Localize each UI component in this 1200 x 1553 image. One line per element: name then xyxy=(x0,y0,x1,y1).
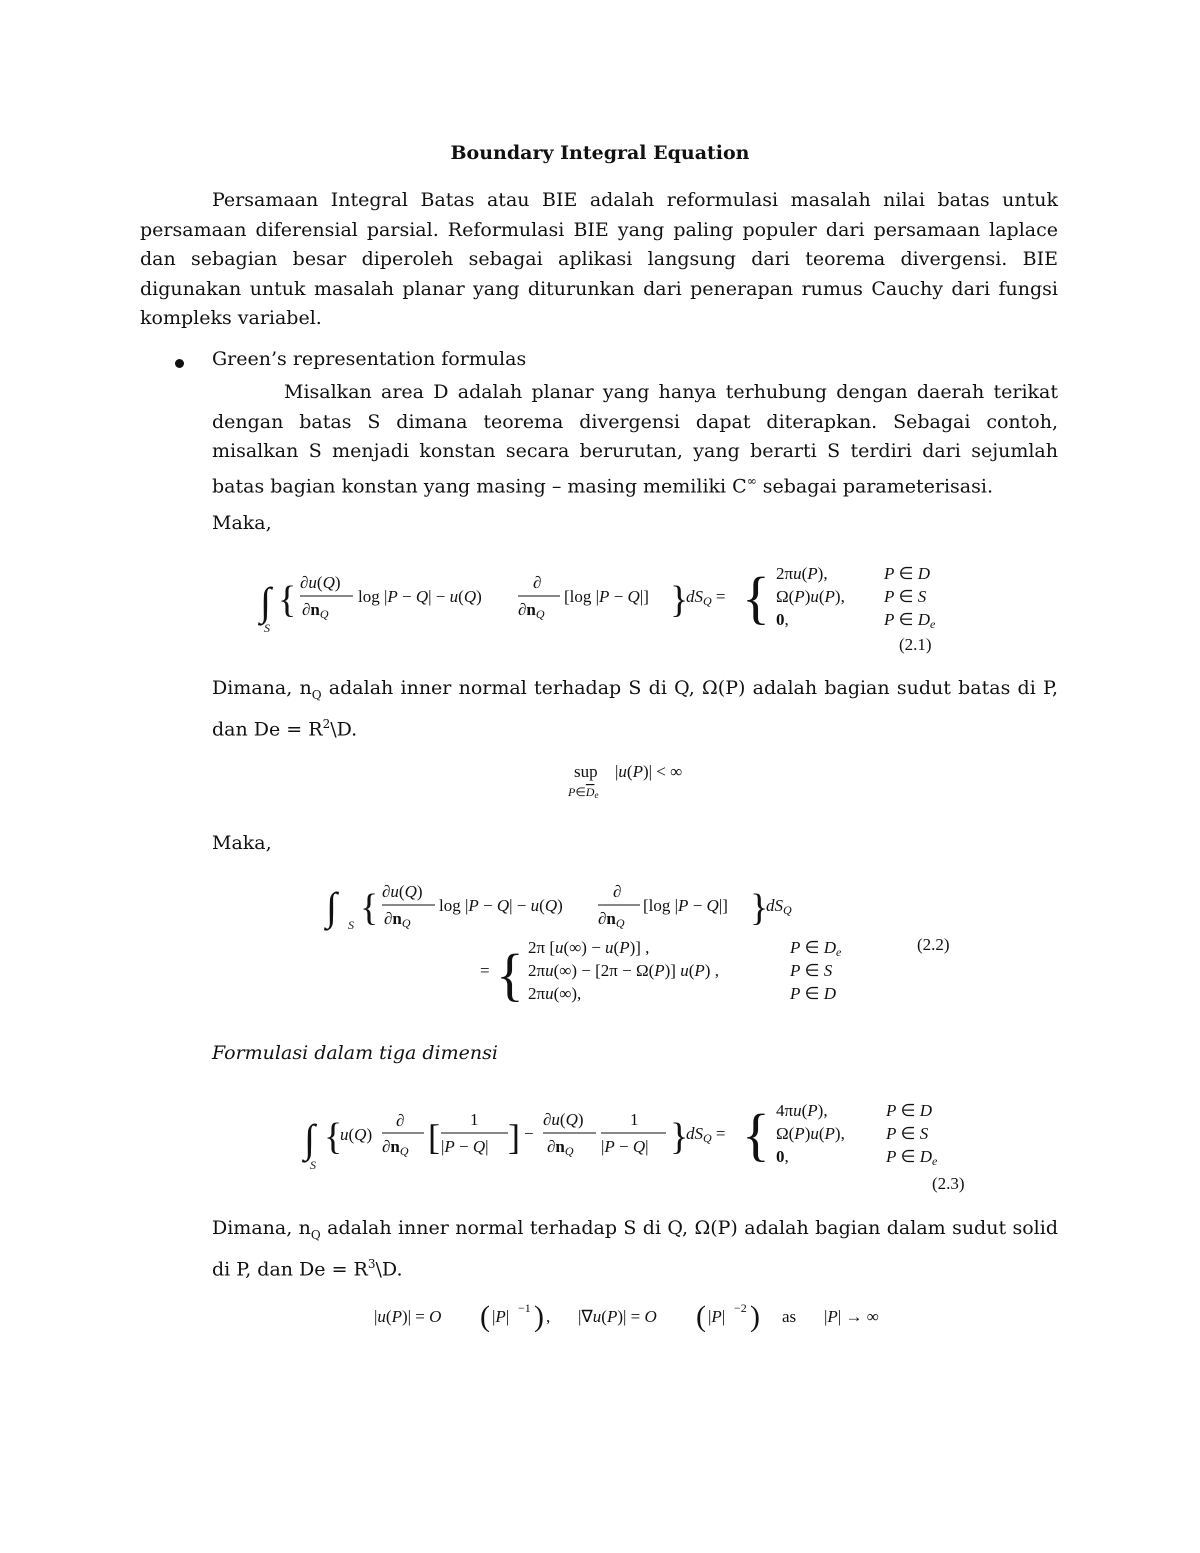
svg-text:]: ] xyxy=(508,1117,520,1157)
svg-text:u(Q): u(Q) xyxy=(340,1125,373,1144)
svg-text:∂nQ: ∂nQ xyxy=(384,909,411,930)
svg-text:∂nQ: ∂nQ xyxy=(518,600,545,621)
svg-text:dSQ =: dSQ = xyxy=(686,1124,726,1145)
svg-text:∂u(Q): ∂u(Q) xyxy=(543,1110,584,1129)
svg-text:{: { xyxy=(278,579,297,621)
svg-text:[log |P − Q|]: [log |P − Q|] xyxy=(643,896,728,915)
svg-text:∂nQ: ∂nQ xyxy=(547,1137,574,1158)
svg-text:P ∈ D: P ∈ D xyxy=(884,564,930,583)
svg-text:|P|: |P| xyxy=(492,1307,510,1326)
bullet-text: Green’s representation formulas xyxy=(212,348,527,370)
svg-text:1: 1 xyxy=(470,1110,479,1129)
green-sup: ∞ xyxy=(746,473,757,488)
definition-paragraph-2 xyxy=(212,1214,1058,1285)
svg-text:2πu(P),: 2πu(P), xyxy=(776,564,828,583)
eq-number-2-3: (2.3) xyxy=(932,1174,965,1193)
svg-text:2πu(∞) − [2π − Ω(P)] u(P) ,: 2πu(∞) − [2π − Ω(P)] u(P) , xyxy=(528,961,719,980)
svg-text:}: } xyxy=(670,1116,689,1158)
svg-text:−2: −2 xyxy=(734,1301,747,1315)
svg-text:P ∈ S: P ∈ S xyxy=(886,1124,929,1143)
svg-text:|∇u(P)| = O: |∇u(P)| = O xyxy=(578,1307,657,1326)
svg-text:): ) xyxy=(534,1300,544,1333)
intro-paragraph xyxy=(140,186,1058,334)
svg-text:∫: ∫ xyxy=(304,1116,315,1161)
svg-text:∂nQ: ∂nQ xyxy=(598,909,625,930)
svg-text:}: } xyxy=(750,887,769,929)
svg-text:∂: ∂ xyxy=(396,1111,405,1130)
svg-text:|P| → ∞: |P| → ∞ xyxy=(824,1307,879,1326)
def2-text-b: adalah inner normal terhadap S di Q, Ω(P) adalah bagian dalam sudut solid di P, dan De = R xyxy=(212,1217,1058,1281)
svg-text:{: { xyxy=(496,942,524,1007)
svg-text:P ∈ S: P ∈ S xyxy=(790,961,833,980)
sup-bound-equation xyxy=(560,755,730,805)
svg-text:dSQ: dSQ xyxy=(766,896,792,917)
svg-text:{: { xyxy=(360,887,379,929)
svg-text:): ) xyxy=(750,1300,760,1333)
equation-2-2 xyxy=(320,872,920,1017)
equation-2-3 xyxy=(298,1092,988,1197)
svg-text:sup: sup xyxy=(574,762,598,781)
svg-text:1: 1 xyxy=(630,1110,639,1129)
svg-text:(: ( xyxy=(696,1300,706,1333)
svg-text:P ∈ De: P ∈ De xyxy=(790,938,842,959)
def1-sup: 2 xyxy=(322,717,331,732)
green-text-b: sebagai parameterisasi. xyxy=(756,474,993,497)
svg-text:∫: ∫ xyxy=(260,579,271,624)
svg-text:−: − xyxy=(524,1124,534,1143)
svg-text:log |P − Q| − u(Q): log |P − Q| − u(Q) xyxy=(439,896,563,915)
svg-text:P ∈ S: P ∈ S xyxy=(884,587,927,606)
eq-number-2-2: (2.2) xyxy=(917,935,950,954)
svg-text:S: S xyxy=(310,1158,316,1172)
svg-text:P ∈ De: P ∈ De xyxy=(886,1147,938,1168)
svg-text:∂nQ: ∂nQ xyxy=(302,600,329,621)
svg-text:∂u(Q): ∂u(Q) xyxy=(300,573,341,592)
bullet-dot-icon xyxy=(175,359,184,368)
svg-text:|P − Q|: |P − Q| xyxy=(601,1137,649,1156)
definition-paragraph-1 xyxy=(212,674,1058,745)
svg-text:|u(P)| = O: |u(P)| = O xyxy=(374,1307,442,1326)
svg-text:{: { xyxy=(742,1102,770,1167)
def1-text-b: adalah inner normal terhadap S di Q, Ω(P) adalah bagian sudut batas di P, dan De = R xyxy=(212,677,1058,741)
svg-text:{: { xyxy=(324,1116,343,1158)
svg-text:0,: 0, xyxy=(776,610,789,629)
intro-text: Persamaan Integral Batas atau BIE adalah reformulasi masalah nilai batas untuk persamaan diferensial parsial. Reformulasi BIE yang paling populer dari persamaan laplace dan sebagian besar diperoleh sebagai aplikasi langsung dari teorema divergensi. BIE digunakan untuk masalah planar yang diturunkan dari penerapan rumus Cauchy dari fungsi kompleks variabel. xyxy=(140,189,1058,329)
svg-text:[: [ xyxy=(428,1117,440,1157)
svg-text:|u(P)| < ∞: |u(P)| < ∞ xyxy=(615,762,683,781)
svg-text:log |P − Q| − u(Q): log |P − Q| − u(Q) xyxy=(358,587,482,606)
svg-text:Ω(P)u(P),: Ω(P)u(P), xyxy=(776,1124,845,1143)
svg-text:[log |P − Q|]: [log |P − Q|] xyxy=(564,587,649,606)
decay-equation xyxy=(370,1290,930,1340)
maka-2: Maka, xyxy=(212,832,272,854)
svg-text:P ∈ D: P ∈ D xyxy=(886,1101,932,1120)
svg-text:=: = xyxy=(480,961,490,980)
svg-text:−1: −1 xyxy=(518,1301,531,1315)
svg-text:0,: 0, xyxy=(776,1147,789,1166)
def2-sub: Q xyxy=(310,1227,321,1242)
svg-text:Ω(P)u(P),: Ω(P)u(P), xyxy=(776,587,845,606)
maka-1: Maka, xyxy=(212,512,272,534)
def1-text-c: \D. xyxy=(330,718,358,741)
svg-text:4πu(P),: 4πu(P), xyxy=(776,1101,828,1120)
eq-number-2-1: (2.1) xyxy=(899,635,932,654)
svg-text:as: as xyxy=(782,1307,797,1326)
svg-text:∫: ∫ xyxy=(326,884,337,929)
def2-text-a: Dimana, n xyxy=(212,1217,311,1239)
svg-text:}: } xyxy=(670,579,689,621)
svg-text:∂u(Q): ∂u(Q) xyxy=(382,882,423,901)
svg-text:2πu(∞),: 2πu(∞), xyxy=(528,984,582,1003)
svg-text:P ∈ D: P ∈ D xyxy=(790,984,836,1003)
subheading-3d: Formulasi dalam tiga dimensi xyxy=(212,1042,498,1064)
svg-text:(: ( xyxy=(480,1300,490,1333)
svg-text:S: S xyxy=(348,918,354,932)
svg-text:2π [u(∞) − u(P)] ,: 2π [u(∞) − u(P)] , xyxy=(528,938,650,957)
svg-text:,: , xyxy=(546,1307,551,1326)
svg-text:S: S xyxy=(264,621,270,635)
svg-text:P∈De: P∈De xyxy=(568,785,599,800)
svg-text:∂: ∂ xyxy=(533,573,542,592)
svg-text:|P − Q|: |P − Q| xyxy=(441,1137,489,1156)
svg-text:P ∈ De: P ∈ De xyxy=(884,610,936,631)
green-text-a: Misalkan area D adalah planar yang hanya terhubung dengan daerah terikat dengan batas S dimana teorema divergensi dapat diterapkan. Sebagai contoh, misalkan S menjadi konstan secara berurutan, yang berarti S terdiri dari sejumlah batas bagian konstan yang masing – masing memiliki C xyxy=(212,381,1058,497)
svg-text:|P|: |P| xyxy=(708,1307,726,1326)
svg-text:dSQ =: dSQ = xyxy=(686,587,726,608)
green-paragraph xyxy=(212,378,1058,501)
page-title: Boundary Integral Equation xyxy=(450,142,750,164)
def2-sup: 3 xyxy=(367,1257,376,1272)
svg-text:{: { xyxy=(742,565,770,630)
def2-text-c: \D. xyxy=(375,1258,403,1281)
def1-sub: Q xyxy=(311,687,322,702)
def1-text-a: Dimana, n xyxy=(212,677,312,699)
svg-text:∂nQ: ∂nQ xyxy=(382,1137,409,1158)
equation-2-1 xyxy=(250,555,990,660)
svg-text:∂: ∂ xyxy=(613,882,622,901)
